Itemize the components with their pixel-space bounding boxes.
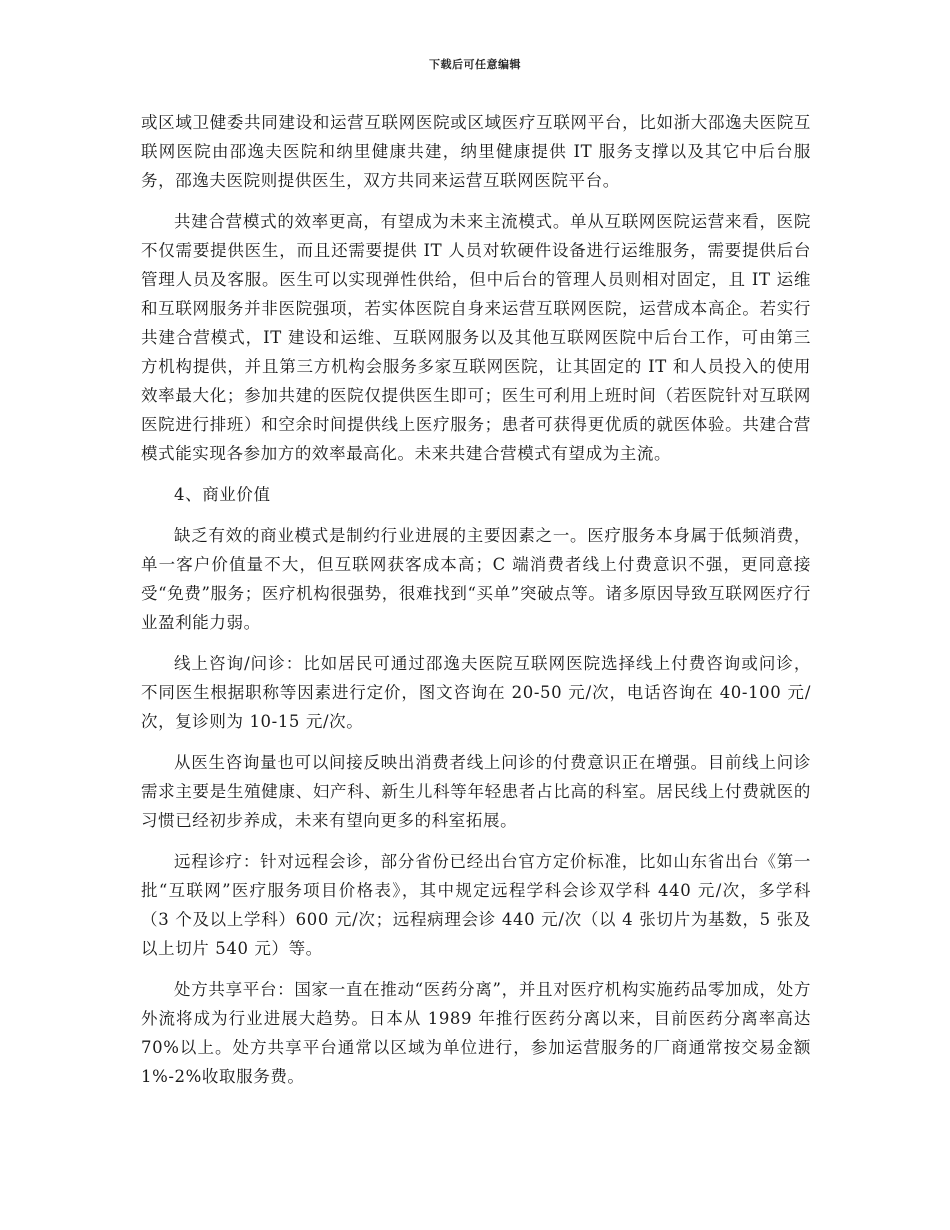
paragraph-consultation-volume: 从医生咨询量也可以间接反映出消费者线上问诊的付费意识正在增强。目前线上问诊需求主要是生殖健康、妇产科、新生儿科等年轻患者占比高的科室。居民线上付费就医的习惯已经初步养成，未来有望向更多的科室拓展。 (141, 753, 811, 830)
paragraph-business-model: 缺乏有效的商业模式是制约行业进展的主要因素之一。医疗服务本身属于低频消费，单一客户价值量不大，但互联网获客成本高；C 端消费者线上付费意识不强，更同意接受“免费”服务；医疗机构很强势，很难找到“买单”突破点等。诸多原因导致互联网医疗行业盈利能力弱。 (141, 526, 811, 632)
paragraph-co-operation-model: 共建合营模式的效率更高，有望成为未来主流模式。单从互联网医院运营来看，医院不仅需要提供医生，而且还需要提供 IT 人员对软硬件设备进行运维服务，需要提供后台管理人员及客服。医生可以实现弹性供给，但中后台的管理人员则相对固定，且 IT 运维和互联网服务并非医院强项，若实体医院自身来运营互联网医院，运营成本高企。若实行共建合营模式，IT 建设和运维、互联网服务以及其他互联网医院中后台工作，可由第三方机构提供，并且第三方机构会服务多家互联网医院，让其固定的 IT 和人员投入的使用效率最大化；参加共建的医院仅提供医生即可；医生可利用上班时间（若医院针对互联网医院进行排班）和空余时间提供线上医疗服务；患者可获得更优质的就医体验。共建合营模式能实现各参加方的效率最高化。未来共建合营模式有望成为主流。 (141, 212, 811, 463)
document-body (141, 108, 811, 1103)
paragraph-online-consultation: 线上咨询/问诊：比如居民可通过邵逸夫医院互联网医院选择线上付费咨询或问诊，不同医生根据职称等因素进行定价，图文咨询在 20-50 元/次，电话咨询在 40-100 元/次，复诊则为 10-15 元/次。 (141, 654, 811, 731)
paragraph-remote-diagnosis: 远程诊疗：针对远程会诊，部分省份已经出台官方定价标准，比如山东省出台《第一批“互联网”医疗服务项目价格表》，其中规定远程学科会诊双学科 440 元/次，多学科（3 个及以上学科）600 元/次；远程病理会诊 440 元/次（以 4 张切片为基数，5 张及以上切片 540 元）等。 (141, 852, 811, 958)
page-header: 下载后可任意编辑 (429, 58, 521, 71)
section-heading-commercial-value: 4、商业价值 (174, 485, 271, 504)
paragraph-prescription-sharing: 处方共享平台：国家一直在推动“医药分离”，并且对医疗机构实施药品零加成，处方外流将成为行业进展大趋势。日本从 1989 年推行医药分离以来，目前医药分离率高达 70%以上。处方共享平台通常以区域为单位进行，参加运营服务的厂商通常按交易金额 1%-2%收取服务费。 (141, 980, 811, 1086)
paragraph-intro-continuation: 或区域卫健委共同建设和运营互联网医院或区域医疗互联网平台，比如浙大邵逸夫医院互联网医院由邵逸夫医院和纳里健康共建，纳里健康提供 IT 服务支撑以及其它中后台服务，邵逸夫医院则提供医生，双方共同来运营互联网医院平台。 (141, 113, 811, 190)
